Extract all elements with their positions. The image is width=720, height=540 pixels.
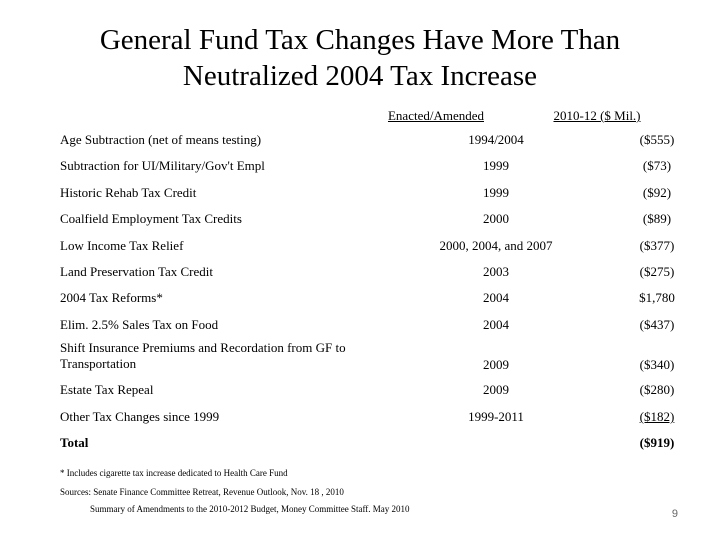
row-label: Shift Insurance Premiums and Recordation from GF to Transportation — [60, 340, 346, 371]
row-amount: ($89) — [642, 211, 672, 226]
row-label: 2004 Tax Reforms* — [60, 290, 163, 305]
row-year: 2009 — [483, 382, 509, 397]
column-header-enacted: Enacted/Amended — [387, 108, 484, 123]
slide-title — [0, 22, 720, 94]
row-year: 1994/2004 — [468, 132, 524, 147]
row-year: 1999 — [483, 185, 509, 200]
row-amount: $1,780 — [639, 290, 675, 305]
column-header-cost: 2010-12 ($ Mil.) — [553, 108, 641, 123]
row-label: Coalfield Employment Tax Credits — [60, 211, 242, 226]
row-year: 2003 — [483, 264, 509, 279]
row-year: 2009 — [483, 357, 509, 372]
row-label: Age Subtraction (net of means testing) — [60, 132, 262, 147]
row-amount: ($280) — [639, 382, 675, 397]
row-year: 1999 — [483, 158, 509, 173]
row-amount: ($275) — [639, 264, 675, 279]
row-label: Land Preservation Tax Credit — [60, 264, 214, 279]
row-amount: ($555) — [639, 132, 675, 147]
row-label: Elim. 2.5% Sales Tax on Food — [60, 317, 219, 332]
row-amount: ($182) — [639, 409, 675, 424]
row-year: 2000, 2004, and 2007 — [439, 238, 553, 253]
row-amount: ($92) — [642, 185, 672, 200]
row-label: Other Tax Changes since 1999 — [60, 409, 220, 424]
row-amount: ($437) — [639, 317, 675, 332]
sources-note: Sources: Senate Finance Committee Retreat, Revenue Outlook, Nov. 18 , 2010 — [60, 487, 344, 497]
title-line-1: General Fund Tax Changes Have More Than — [99, 24, 621, 56]
row-label: Subtraction for UI/Military/Gov't Empl — [60, 158, 265, 173]
row-year: 1999-2011 — [468, 409, 524, 424]
row-year: 2000 — [483, 211, 509, 226]
row-amount: ($377) — [639, 238, 675, 253]
row-year: 2004 — [483, 290, 509, 305]
page-number: 9 — [671, 508, 678, 520]
row-label: Estate Tax Repeal — [60, 382, 154, 397]
row-amount: ($340) — [639, 357, 675, 372]
title-line-2: Neutralized 2004 Tax Increase — [182, 60, 538, 92]
row-year: 2004 — [483, 317, 509, 332]
footnote: * Includes cigarette tax increase dedicated to Health Care Fund — [60, 468, 288, 478]
row-label: Low Income Tax Relief — [60, 238, 184, 253]
row-amount: ($73) — [642, 158, 672, 173]
row-label: Historic Rehab Tax Credit — [60, 185, 197, 200]
total-label: Total — [60, 435, 89, 450]
total-amount: ($919) — [639, 435, 675, 450]
sources-note-continued: Summary of Amendments to the 2010-2012 Budget, Money Committee Staff. May 2010 — [90, 504, 410, 514]
